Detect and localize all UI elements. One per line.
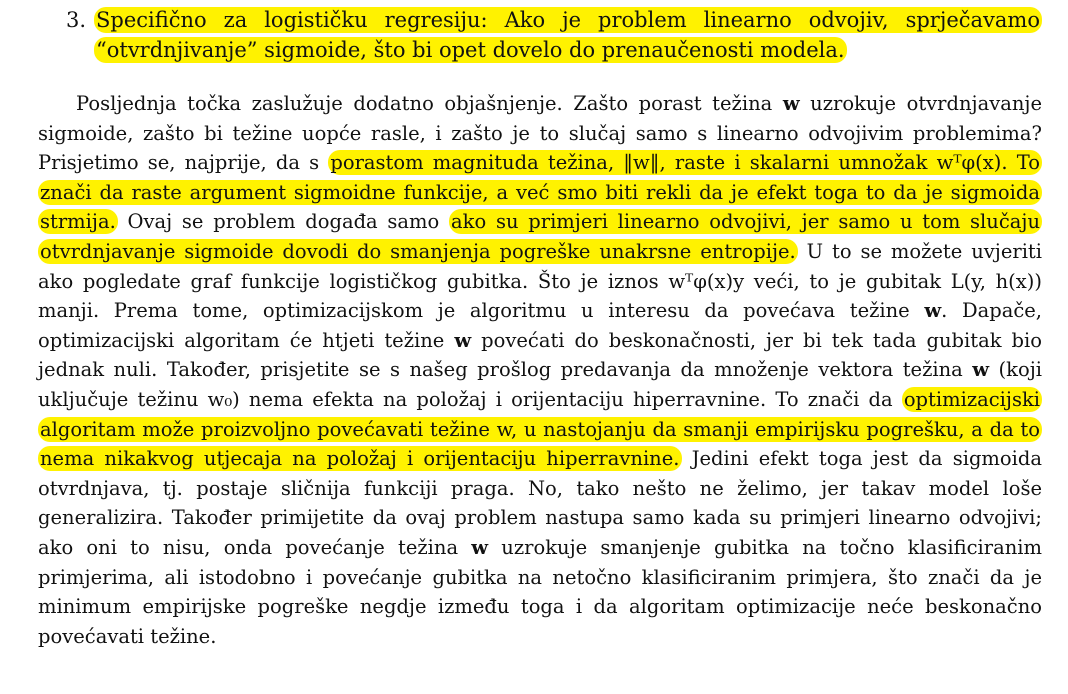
math-w: w	[471, 535, 489, 559]
math-w: w	[782, 92, 800, 115]
math-w: w	[924, 299, 942, 323]
text-segment: uzrokuje otvrdnjavanje sigmoide, zašto bi težine uopće rasle, i zašto je to slučaj samo s linearno odvojivim problemima? Prisjetimo se, najprije, da s	[38, 92, 1042, 175]
text-segment: Ovaj se problem događa samo	[117, 210, 450, 234]
text-segment: Jedini efekt toga jest da sigmoida otvrdnjava, tj. postaje sličnija funkciji praga. No, tako nešto ne želimo, jer takav model loše generalizira. Također primijetite da ovaj problem nastupa samo kada su primjeri linearno odvojivi; ako oni to nisu, onda povećanje težina	[38, 447, 1043, 559]
explanation-paragraph	[38, 89, 1042, 651]
highlight-2: ako su primjeri linearno odvojivi, jer samo u tom slučaju otvrdnjavanje sigmoide dovodi do smanjenja pogreške unakrsne entropije.	[40, 210, 1040, 263]
math-w: w	[454, 328, 472, 352]
highlight-3: optimizacijski algoritam može proizvoljno povećavati težine w, u nastojanju da smanji empirijsku pogrešku, a da to nema nikakvog utjecaja na položaj i orijentaciju hiperravnine.	[40, 387, 1040, 471]
list-item-text	[94, 6, 1042, 65]
text-segment: uzrokuje smanjenje gubitka na točno klasificiranim primjerima, ali istodobno i povećanje gubitka na netočno klasificiranim primjera, što znači da je minimum empirijske pogreške negdje između toga i da algoritam optimizacije neće beskonačno povećavati težine.	[38, 535, 1042, 648]
highlight-1: porastom magnituda težina, ‖w‖, raste i skalarni umnožak wᵀφ(x). To znači da raste argument sigmoidne funkcije, a već smo biti rekli da je efekt toga to da je sigmoida strmija.	[40, 151, 1040, 234]
highlight-list-item: Specifično za logističku regresiju: Ako je problem linearno odvojiv, sprječavamo “otvrdnjivanje” sigmoide, što bi opet dovelo do prenaučenosti modela.	[96, 8, 1040, 62]
text-segment: povećati do beskonačnosti, jer bi tek tada gubitak bio jednak nuli. Također, prisjetite se s našeg prošlog predavanja da množenje vektora težina	[38, 328, 1042, 382]
text-segment: U to se možete uvjeriti ako pogledate graf funkcije logističkog gubitka. Što je iznos wᵀφ(x)y veći, to je gubitak L(y, h(x)) manji. Prema tome, optimizacijskom je algoritmu u interesu da povećava težine	[38, 239, 1043, 323]
text-segment: Posljednja točka zaslužuje dodatno objašnjenje. Zašto porast težina	[76, 92, 783, 115]
text-segment: . Dapače, optimizacijski algoritam će htjeti težine	[38, 299, 1042, 352]
text-segment: (koji uključuje težinu w₀) nema efekta na položaj i orijentaciju hiperravnine. To znači da	[38, 358, 1042, 411]
list-item-3	[66, 6, 1046, 65]
math-w: w	[972, 358, 990, 382]
list-number: 3.	[66, 8, 87, 32]
